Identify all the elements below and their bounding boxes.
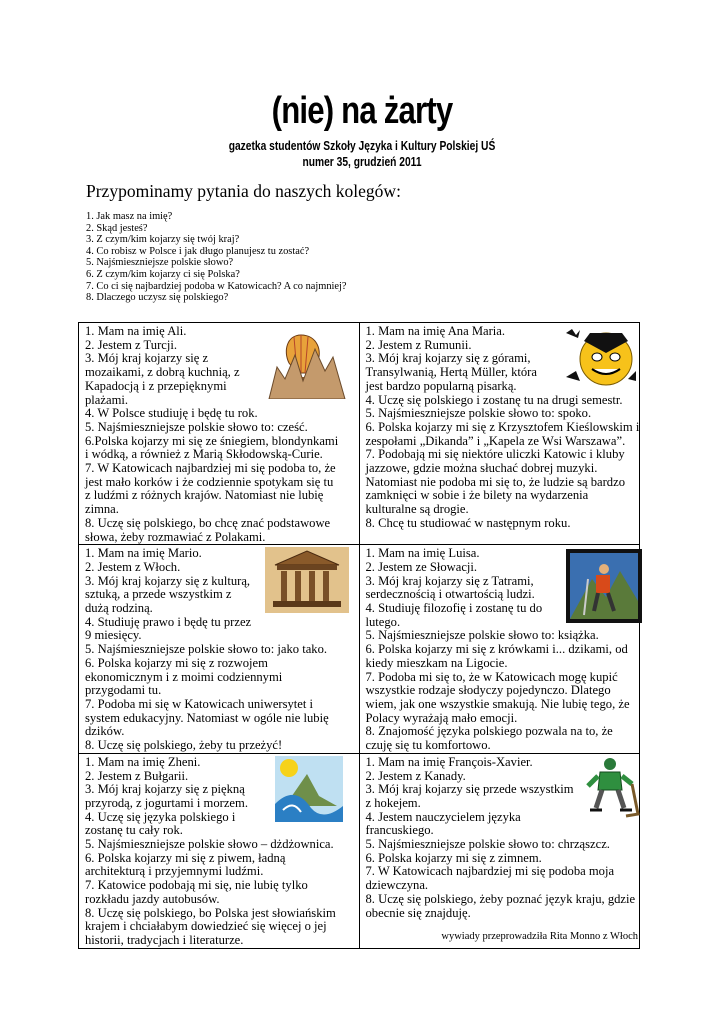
interview-cell xyxy=(79,323,360,545)
interview-line: 6. Polska kojarzy mi się z Krzysztofem Kieślowskim i xyxy=(365,419,640,434)
interview-line: 2. Jestem z Turcji. xyxy=(85,337,178,352)
interview-line: 1. Mam na imię Ana Maria. xyxy=(365,324,506,338)
interview-line: Transylwanią, Hertą Müller, która xyxy=(365,365,537,380)
question-item: 6. Z czym/kim kojarzy ci się Polska? xyxy=(86,268,240,280)
interview-line: 7. W Katowicach najbardziej mi się podoba to, że xyxy=(85,461,336,476)
interview-line: 2. Jestem z Włoch. xyxy=(85,559,181,574)
interview-line: 5. Najśmieszniejsze polskie słowo to: książka. xyxy=(365,628,599,643)
question-item: 1. Jak masz na imię? xyxy=(86,211,173,222)
interview-line: 8. Uczę się polskiego, żeby tu przeżyć! xyxy=(85,738,283,753)
interview-line: jest mało korków i że codziennie spotykam się tu xyxy=(85,474,334,489)
interview-line: zostanę tu cały rok. xyxy=(85,823,183,838)
interview-line: 1. Mam na imię Zheni. xyxy=(85,754,201,769)
interview-grid xyxy=(78,322,640,949)
interview-line: 4. Uczę się polskiego i zostanę tu na drugi semestr. xyxy=(365,392,623,407)
interview-line: 8. Chcę tu studiować w następnym roku. xyxy=(365,515,571,530)
interview-line: rozkładu jazdy autobusów. xyxy=(85,891,220,906)
hot-air-balloon-icon xyxy=(267,327,347,399)
interview-line: 7. Katowice podobają mi się, nie lubię tylko xyxy=(85,878,308,893)
hockey-player-icon xyxy=(580,756,642,818)
interview-line: 6. Polska kojarzy mi się z piwem, ładną xyxy=(85,850,286,865)
interview-line: dużą rodziną. xyxy=(85,601,153,616)
interview-line: historii, tradycjach i literaturze. xyxy=(85,932,244,947)
interview-line: 5. Najśmieszniejsze polskie słowo to: chrząszcz. xyxy=(365,837,610,852)
interview-line: 7. W Katowicach najbardziej mi się podoba moja xyxy=(365,864,615,879)
reminder-heading: Przypominamy pytania do naszych kolegów: xyxy=(86,181,401,201)
interview-line: czuję się tu komfortowo. xyxy=(365,738,491,753)
question-list xyxy=(86,211,347,304)
question-item: 8. Dlaczego uczysz się polskiego? xyxy=(86,292,229,304)
interview-line: 3. Mój kraj kojarzy się przede wszystkim xyxy=(365,782,574,797)
interview-line: jazzowe, gdzie można słuchać dobrej muzyki. xyxy=(365,461,598,476)
vampire-face-icon xyxy=(562,327,638,387)
interview-cell xyxy=(359,323,640,545)
interview-line: 3. Mój kraj kojarzy się z piękną xyxy=(85,782,245,797)
interview-line: system edukacyjny. Natomiast w ogóle nie lubię xyxy=(85,710,329,725)
interview-line: zimna. xyxy=(85,502,119,517)
interview-line: 5. Najśmieszniejsze polskie słowo – dżdżownica. xyxy=(85,837,334,852)
page-subtitle: gazetka studentów Szkoły Języka i Kultury Polskiej UŚ xyxy=(228,139,496,153)
interview-line: Natomiast nie podoba mi się to, że ludzie są bardzo xyxy=(365,474,625,489)
interview-line: 4. Jestem nauczycielem języka xyxy=(365,809,521,824)
interview-cell xyxy=(359,545,640,754)
interview-line: przygodami tu. xyxy=(85,683,162,698)
interview-line: obecnie się znajduję. xyxy=(365,905,471,920)
interview-line: z hokejem. xyxy=(365,795,421,810)
interview-line: zespołami „Dikanda” i „Kapela ze Wsi Warszawa”. xyxy=(365,433,626,448)
interview-line: 9 miesięcy. xyxy=(85,628,142,643)
interview-line: plażami. xyxy=(85,392,129,407)
interview-line: z ludźmi z różnych krajów. Natomiast nie lubię xyxy=(85,488,324,503)
interview-line: 1. Mam na imię François-Xavier. xyxy=(365,754,533,769)
interview-cell xyxy=(79,753,360,948)
interview-line: 2. Jestem z Bułgarii. xyxy=(85,768,189,783)
interview-line: kulturalne są drogie. xyxy=(365,502,469,517)
interview-line: słowa, żeby rozmawiać z Polakami. xyxy=(85,529,266,544)
interview-line: Kapadocją i z przepięknymi xyxy=(85,378,227,393)
interview-line: 3. Mój kraj kojarzy się z kulturą, xyxy=(85,573,251,588)
question-item: 5. Najśmieszniejsze polskie słowo? xyxy=(86,257,234,269)
interview-line: 4. Studiuję filozofię i zostanę tu do xyxy=(365,601,543,616)
interview-line: 3. Mój kraj kojarzy się z xyxy=(85,351,209,366)
issue-info: numer 35, grudzień 2011 xyxy=(302,155,422,169)
interview-line: 4. Studiuję prawo i będę tu przez xyxy=(85,614,252,629)
page-title: (nie) na żarty xyxy=(271,90,453,132)
interview-line: 6. Polska kojarzy mi się z rozwojem xyxy=(85,655,268,670)
ancient-temple-icon xyxy=(265,547,349,613)
interview-line: 8. Uczę się polskiego, bo Polska jest słowiańskim xyxy=(85,905,336,920)
question-item: 2. Skąd jesteś? xyxy=(86,222,148,234)
interview-line: Polacy wyrażają mało emocji. xyxy=(365,710,518,725)
interview-line: 8. Znajomość języka polskiego pozwala na to, że xyxy=(365,724,613,739)
interview-line: 1. Mam na imię Luisa. xyxy=(365,546,480,561)
interview-line: wszystkie rodzaje słodyczy pojedynczo. Dlatego xyxy=(365,683,611,698)
interview-line: 7. Podobają mi się niektóre uliczki Katowic i kluby xyxy=(365,447,625,462)
interview-line: 7. Podoba mi się w Katowicach uniwersytet i xyxy=(85,696,314,711)
hiker-icon xyxy=(566,549,642,623)
interview-line: sztuką, a przede wszystkim z xyxy=(85,587,232,602)
interview-line: 6.Polska kojarzy mi się ze śniegiem, blondynkami xyxy=(85,433,339,448)
interview-line: lutego. xyxy=(365,614,401,629)
interview-line: dziewczyna. xyxy=(365,878,429,893)
interview-line: wiem, jak one wszystkie smakują. Nie lubię tego, że xyxy=(365,696,630,711)
interview-line: ekonomicznym i z moimi codziennymi xyxy=(85,669,283,684)
interview-line: 5. Najśmieszniejsze polskie słowo to: jako tako. xyxy=(85,642,328,657)
interview-line: 3. Mój kraj kojarzy się z górami, xyxy=(365,351,531,366)
interview-line: 8. Uczę się polskiego, bo chcę znać podstawowe xyxy=(85,515,331,530)
interview-line: 2. Jestem ze Słowacji. xyxy=(365,559,478,574)
interview-line: i wódką, a również z Marią Skłodowską-Curie. xyxy=(85,447,323,462)
interview-line: 4. W Polsce studiuję i będę tu rok. xyxy=(85,406,258,421)
interview-line: architekturą i przyjemnymi ludźmi. xyxy=(85,864,264,879)
interview-line: 6. Polska kojarzy mi się z krówkami i... dzikami, od xyxy=(365,642,628,657)
interview-line: 6. Polska kojarzy mi się z zimnem. xyxy=(365,850,542,865)
interview-line: przyrodą, z jogurtami i morzem. xyxy=(85,795,248,810)
interview-line: mozaikami, z dobrą kuchnią, z xyxy=(85,365,240,380)
interview-line: serdecznością i otwartością ludzi. xyxy=(365,587,535,602)
interview-line: 3. Mój kraj kojarzy się z Tatrami, xyxy=(365,573,534,588)
interview-line: 8. Uczę się polskiego, żeby poznać język kraju, gdzie xyxy=(365,891,636,906)
sea-wave-icon xyxy=(275,756,343,822)
interview-line: francuskiego. xyxy=(365,823,434,838)
interview-line: 2. Jestem z Kanady. xyxy=(365,768,466,783)
question-item: 3. Z czym/kim kojarzy się twój kraj? xyxy=(86,234,240,246)
interview-line: 5. Najśmieszniejsze polskie słowo to: spoko. xyxy=(365,406,592,421)
question-item: 4. Co robisz w Polsce i jak długo planujesz tu zostać? xyxy=(86,245,310,257)
interview-line: 2. Jestem z Rumunii. xyxy=(365,337,472,352)
interview-line: jest bardzo popularną pisarką. xyxy=(365,378,517,393)
interview-line: 5. Najśmieszniejsze polskie słowo to: cześć. xyxy=(85,419,308,434)
interview-cell xyxy=(79,545,360,754)
interview-line: krajem i chciałabym dowiedzieć się więcej o jej xyxy=(85,919,327,934)
interview-line: 1. Mam na imię Mario. xyxy=(85,546,202,561)
interview-line: 4. Uczę się języka polskiego i xyxy=(85,809,236,824)
interview-line: zamknięci w sobie i że bilety na wydarzenia xyxy=(365,488,589,503)
interview-line: dzików. xyxy=(85,724,125,739)
interview-cell xyxy=(359,753,640,948)
interview-line: 7. Podoba mi się to, że w Katowicach mogę kupić xyxy=(365,669,618,684)
credits-line: wywiady przeprowadziła Rita Monno z Włoch xyxy=(441,931,638,942)
interview-line: kiedy mieszkam na Ligocie. xyxy=(365,655,508,670)
interview-line: 1. Mam na imię Ali. xyxy=(85,324,187,338)
question-item: 7. Co ci się najbardziej podoba w Katowicach? A co najmniej? xyxy=(86,280,347,292)
